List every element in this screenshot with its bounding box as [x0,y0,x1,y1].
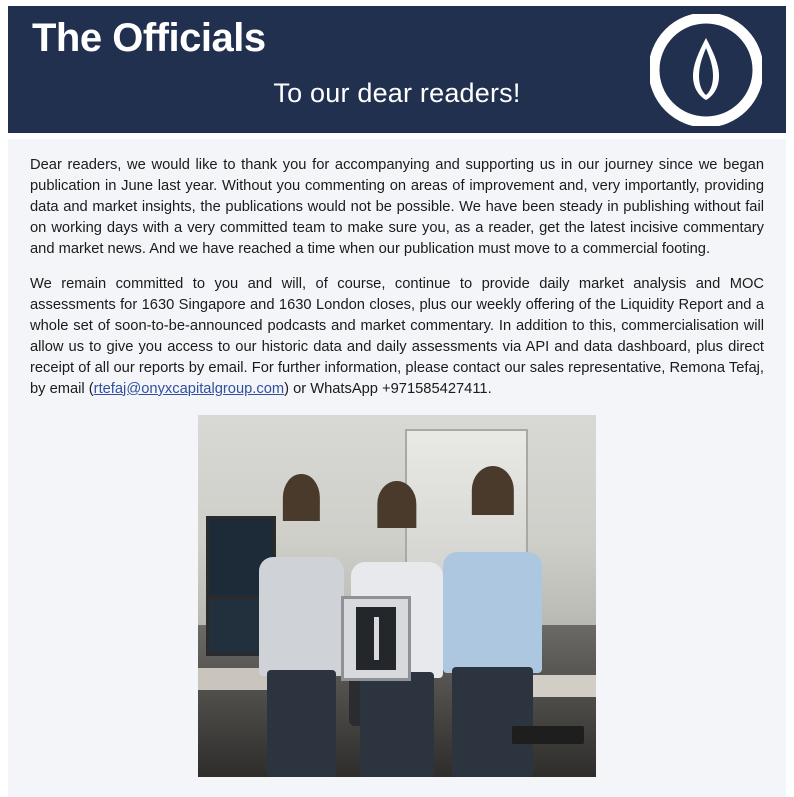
photo-container [30,415,764,777]
flame-circle-logo-icon [650,14,762,126]
newsletter-body [8,139,786,797]
photo-keyboard [512,726,584,744]
photo-person-right-shirt [443,552,541,674]
photo-person-center-hair [377,481,416,527]
masthead-title: The Officials [32,16,266,60]
photo-award-frame [341,596,411,682]
paragraph-one: Dear readers, we would like to thank you for accompanying and supporting us in our journey since we began publication in June last year. Without you commenting on areas of improvement and, very importantly, providing data and market insights, the publications would not be possible. We have been steady in publishing without fail on working days with a very committed team to make sure you, as a reader, get the latest incisive commentary and market news. And we have reached a time when our publication must move to a commercial footing. [30,157,764,257]
newsletter-page [0,6,794,797]
photo-person-left-shirt [259,557,343,676]
paragraph-two-tail: ) or WhatsApp +971585427411. [284,380,492,397]
header-subtitle: To our dear readers! [273,78,521,108]
newsletter-header [8,6,786,133]
paragraph-two-lead: We remain committed to you and will, of course, continue to provide daily market analysis and MOC assessments for 1630 Singapore and 1630 London closes, plus our weekly offering of the Liquidity Report and a whole set of soon-to-be-announced podcasts and market commentary. In addition to this, commercialisation will allow us to give you access to our historic data and daily assessments via API and data dashboard, plus direct receipt of all our reports by email. For further information, please contact our sales representative, Remona Tefaj, by email ( [30,276,764,397]
photo-award-figure [374,617,379,660]
photo-person-left [254,480,350,777]
photo-person-right-hair [471,466,513,515]
photo-person-center-trousers [360,672,435,776]
team-photo [198,415,596,777]
paragraph-two [30,274,764,399]
photo-award-frame-inner [356,607,397,671]
photo-person-right-trousers [452,667,532,776]
photo-person-left-hair [283,474,319,521]
sales-email-link[interactable]: rtefaj@onyxcapitalgroup.com [93,380,285,397]
photo-person-left-trousers [267,670,336,777]
